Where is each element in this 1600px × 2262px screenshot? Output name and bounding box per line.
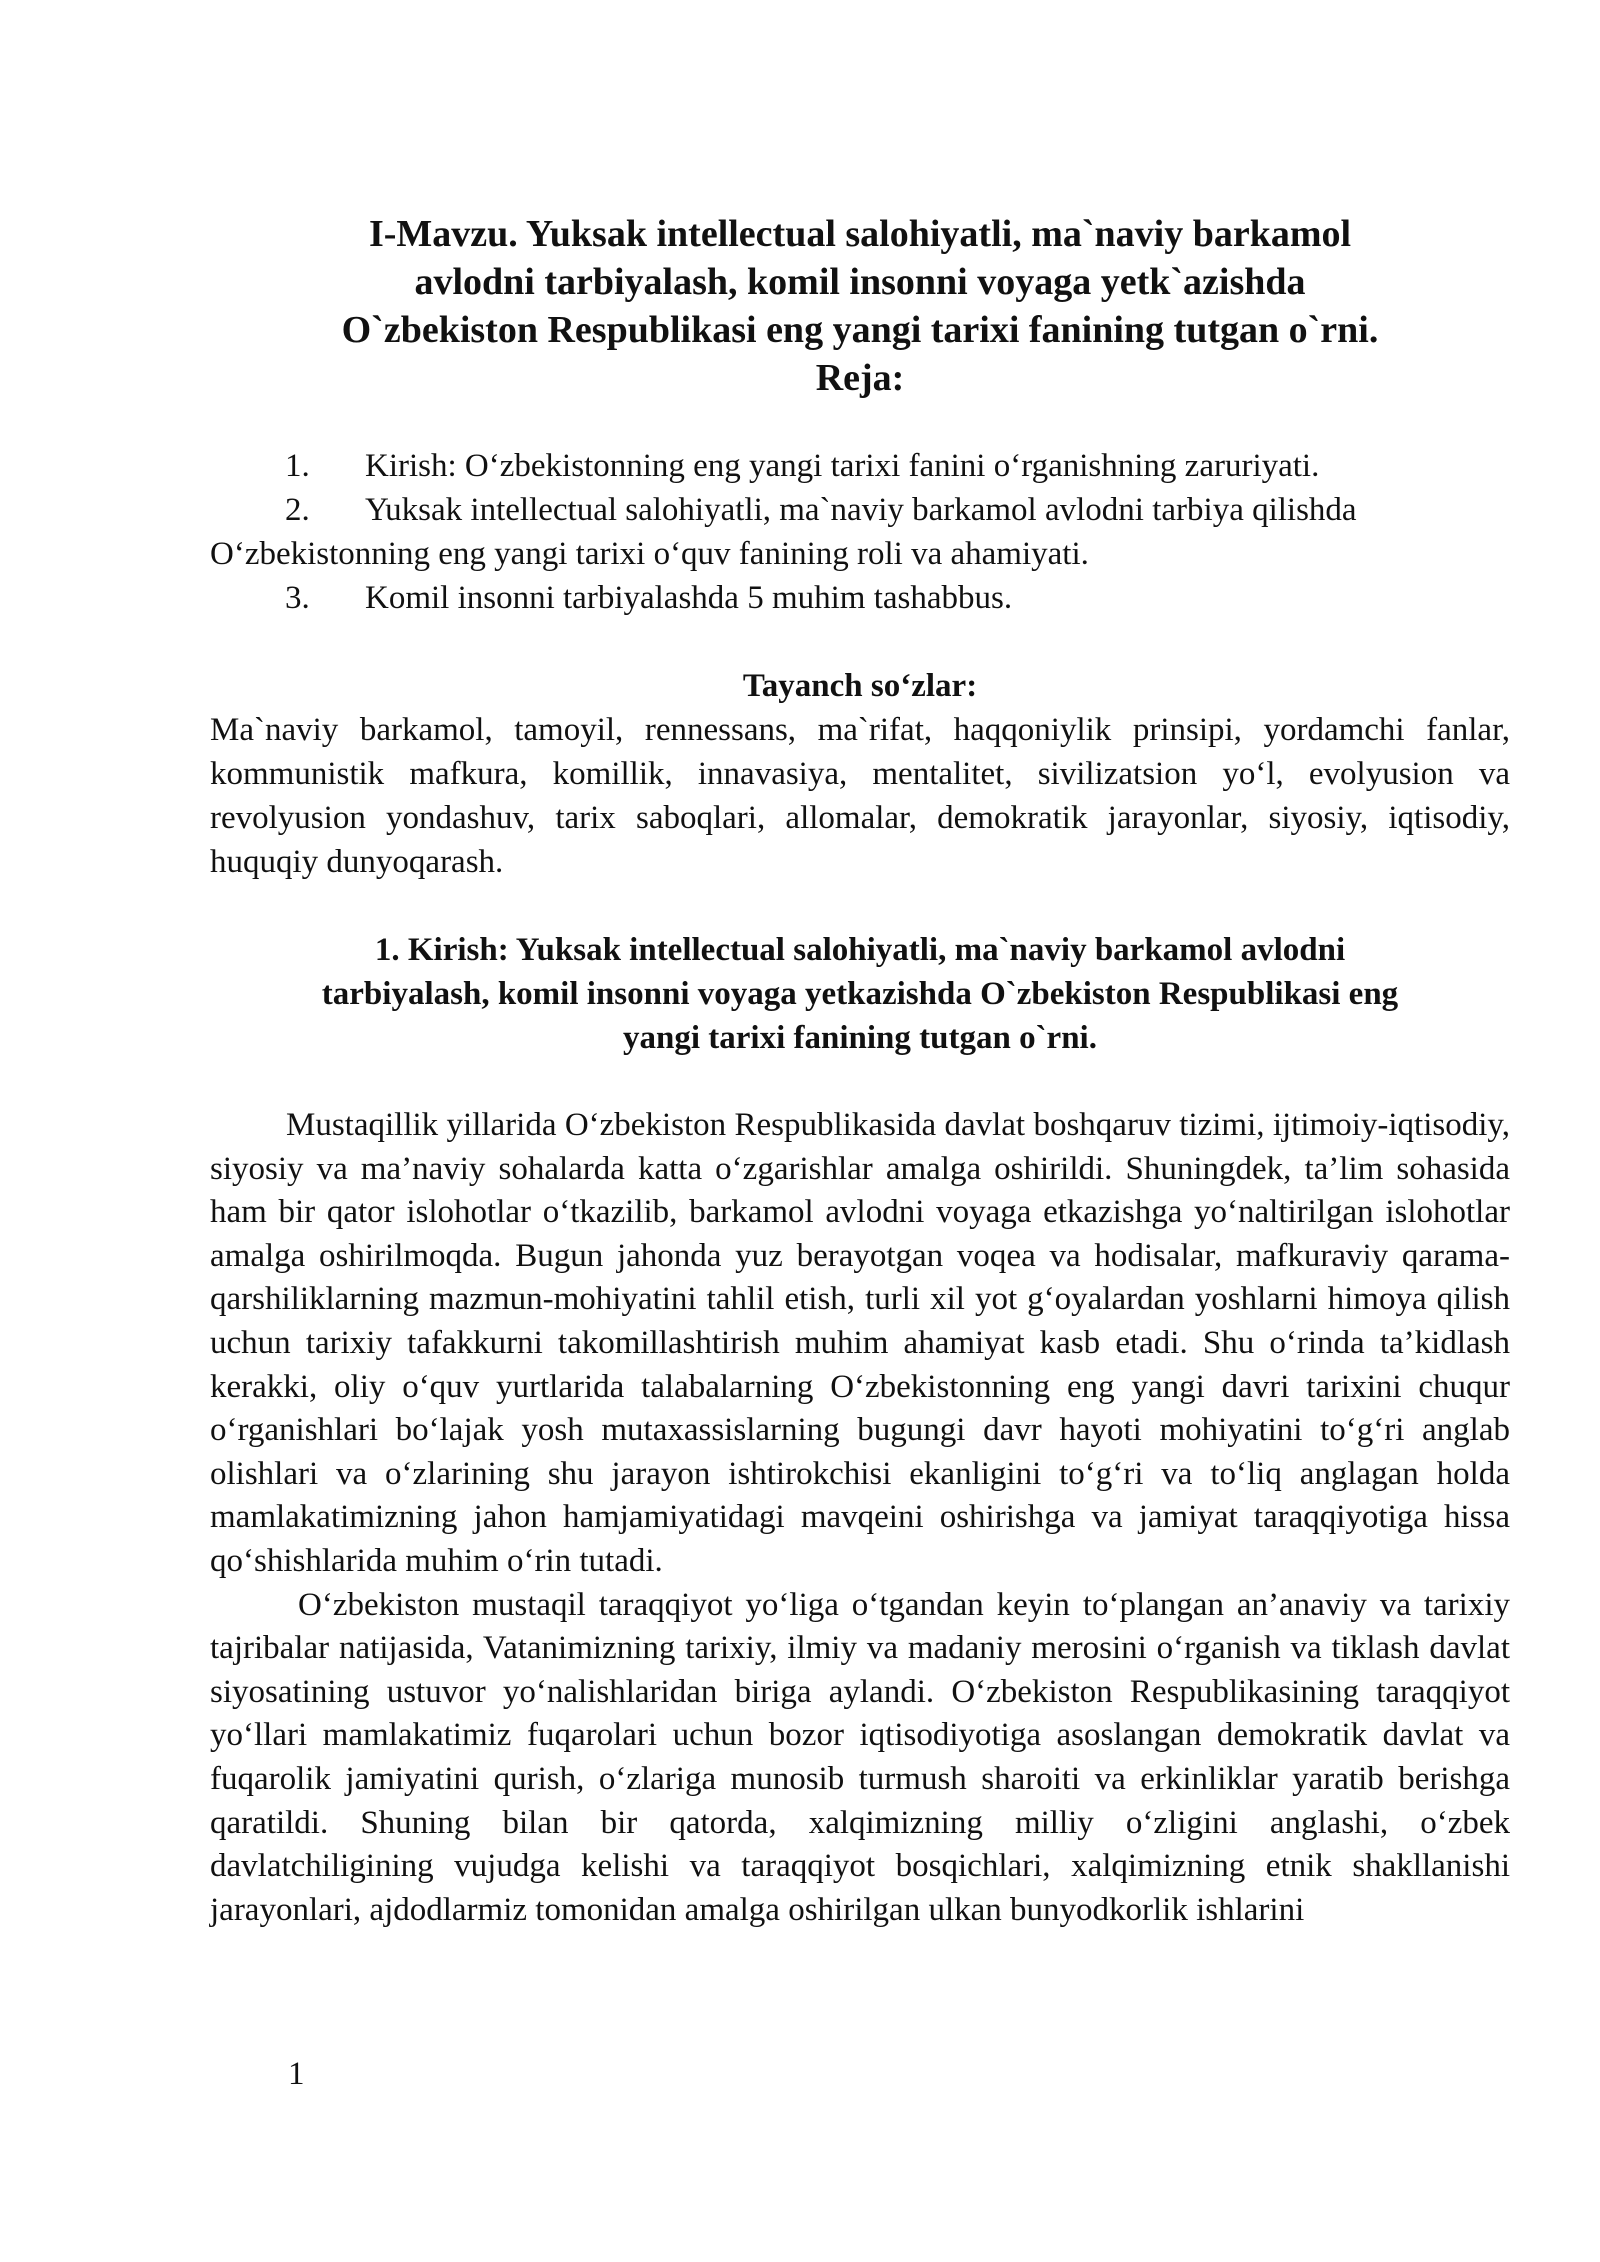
body-paragraph: Mustaqillik yillarida O‘zbekiston Respublikasida davlat boshqaruv tizimi, ijtimoiy-iqtisodiy, siyosiy va ma’naviy sohalarda katta o‘zgarishlar amalga oshirildi. Shuningdek, ta’lim sohasida ham bir qator islohotlar o‘tkazilib, barkamol avlodni voyaga etkazishga yo‘naltirilgan islohotlar amalga oshirilmoqda. Bugun jahonda yuz berayotgan voqea va hodisalar, mafkuraviy qarama-qarshiliklarning mazmun-mohiyatini tahlil etish, turli xil yot g‘oyalardan yoshlarni himoya qilish uchun tarixiy tafakkurni takomillashtirish muhim ahamiyat kasb etadi. Shu o‘rinda ta’kidlash kerakki, oliy o‘quv yurtlarida talabalarning O‘zbekistonning eng yangi davri tarixini chuqur o‘rganishlari bo‘lajak yosh mutaxassislarning bugungi davr hayoti mohiyatini to‘g‘ri anglab olishlari va o‘zlarining shu jarayon ishtirokchisi ekanligini to‘g‘ri va to‘liq anglagan holda mamlakatimizning jahon hamjamiyatidagi mavqeini oshirishga va jamiyat taraqqiyotiga hissa qo‘shishlarida muhim o‘rin tutadi. xyxy=(210,1107,1510,1579)
keywords-text: Ma`naviy barkamol, tamoyil, rennessans, ma`rifat, haqqoniylik prinsipi, yordamchi fanlar, kommunistik mafkura, komillik, innavasiya, mentalitet, sivilizatsion yo‘l, evolyusion va revolyusion yondashuv, tarix saboqlari, allomalar, demokratik jarayonlar, siyosiy, iqtisodiy, huquqiy dunyoqarash. xyxy=(210,712,1510,880)
plan-list xyxy=(210,444,1510,620)
body-paragraph: O‘zbekiston mustaqil taraqqiyot yo‘liga o‘tgandan keyin to‘plangan an’anaviy va tarixiy tajribalar natijasida, Vatanimizning tarixiy, ilmiy va madaniy merosini o‘rganish va tiklash davlat siyosatining ustuvor yo‘nalishlaridan biriga aylandi. O‘zbekiston Respublikasining taraqqiyot yo‘llari mamlakatimiz fuqarolari uchun bozor iqtisodiyotiga asoslangan demokratik davlat va fuqarolik jamiyatini qurish, o‘zlariga munosib turmush sharoiti va erkinliklar yaratib berishga qaratildi. Shuning bilan bir qatorda, xalqimizning milliy o‘zligini anglashi, o‘zbek davlatchiligining vujudga kelishi va taraqqiyot bosqichlari, xalqimizning etnik shakllanishi jarayonlari, ajdodlarmiz tomonidan amalga oshirilgan ulkan bunyodkorlik ishlarini xyxy=(210,1586,1510,1928)
section-heading xyxy=(210,928,1510,1060)
plan-heading: Reja: xyxy=(815,357,905,399)
page-number: 1 xyxy=(288,2056,305,2092)
plan-item-number: 2. xyxy=(285,492,310,528)
title-line: O`zbekiston Respublikasi eng yangi tarixi fanining tutgan o`rni. xyxy=(341,309,1379,351)
plan-item xyxy=(210,444,1510,488)
plan-item-text: Komil insonni tarbiyalashda 5 muhim tashabbus. xyxy=(365,580,1013,616)
plan-item-text: Yuksak intellectual salohiyatli, ma`naviy barkamol avlodni tarbiya qilishda xyxy=(365,492,1357,528)
plan-item xyxy=(210,576,1510,620)
section-heading-line: yangi tarixi fanining tutgan o`rni. xyxy=(623,1020,1097,1056)
plan-item xyxy=(210,488,1510,576)
section-heading-line: tarbiyalash, komil insonni voyaga yetkazishda O`zbekiston Respublikasi eng xyxy=(321,976,1399,1012)
plan-item-text: Kirish: O‘zbekistonning eng yangi tarixi fanini o‘rganishning zaruriyati. xyxy=(365,448,1320,484)
plan-item-number: 3. xyxy=(285,580,310,616)
document-title xyxy=(210,210,1510,402)
section-heading-line: 1. Kirish: Yuksak intellectual salohiyatli, ma`naviy barkamol avlodni xyxy=(374,932,1346,968)
keywords-heading: Tayanch so‘zlar: xyxy=(742,668,978,704)
plan-item-number: 1. xyxy=(285,448,310,484)
plan-item-continuation: O‘zbekistonning eng yangi tarixi o‘quv fanining roli va ahamiyati. xyxy=(210,536,1089,572)
title-line: avlodni tarbiyalash, komil insonni voyaga yetk`azishda xyxy=(414,261,1306,303)
title-line: I-Mavzu. Yuksak intellectual salohiyatli, ma`naviy barkamol xyxy=(368,213,1352,255)
document-page xyxy=(210,210,1510,1932)
